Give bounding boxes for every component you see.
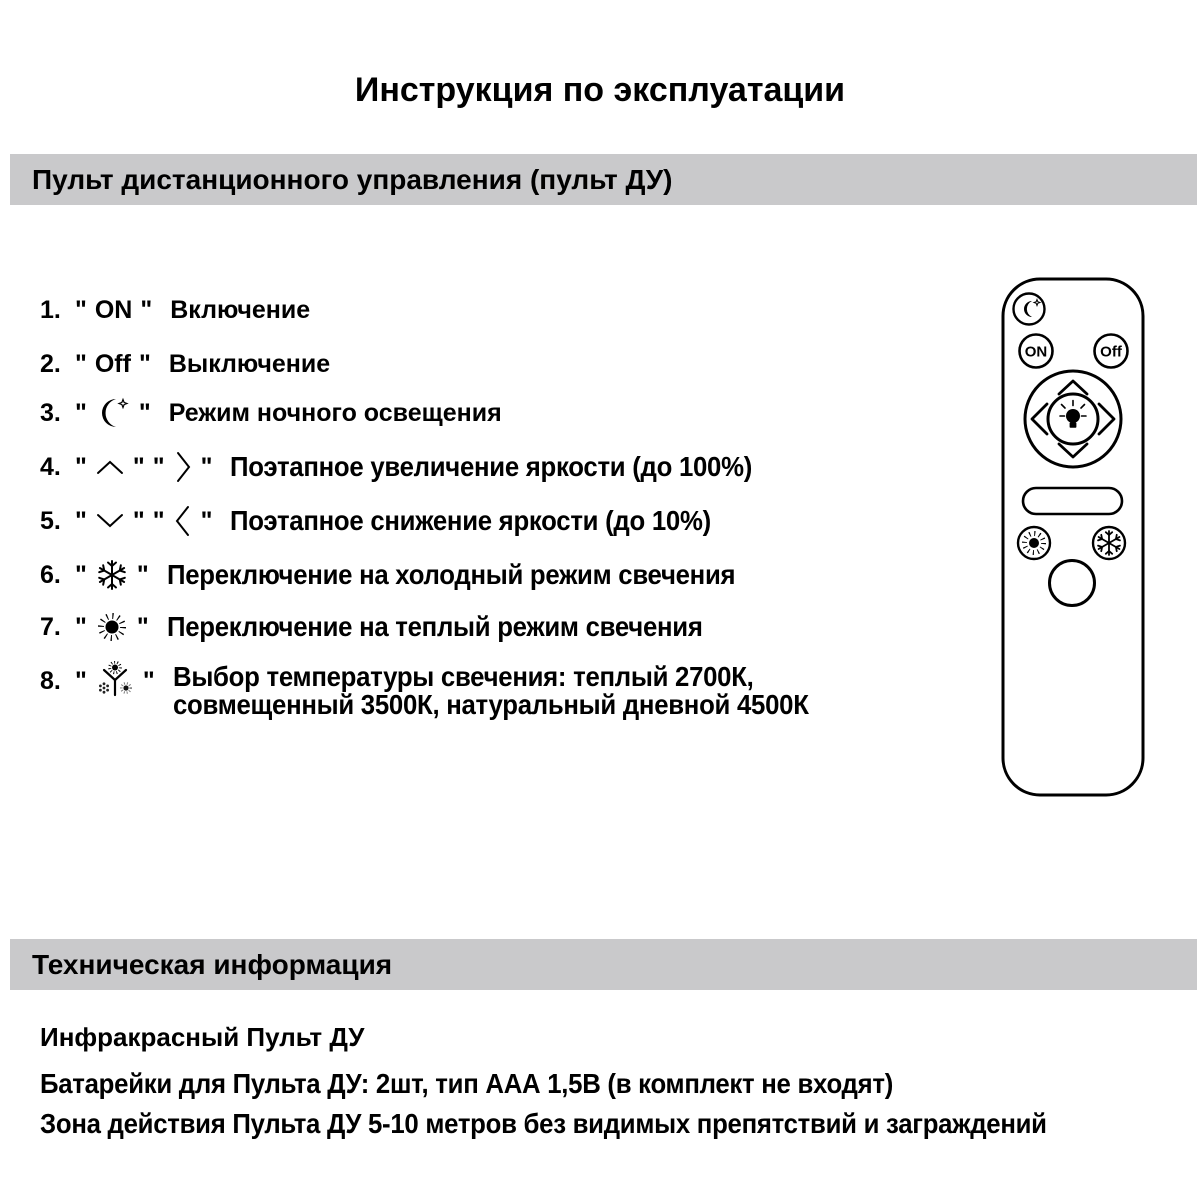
tech-info-line-1: Инфракрасный Пульт ДУ <box>40 1022 365 1052</box>
item-number: 4. <box>40 452 61 481</box>
list-item-5 <box>40 503 753 539</box>
item-text: Переключение на холодный режим свечения <box>166 559 736 590</box>
section-header-tech <box>10 939 1197 990</box>
quote-mark: " <box>75 295 87 324</box>
chevron-up-icon <box>95 456 125 478</box>
quote-mark: " <box>200 452 213 481</box>
section-header-tech-label: Техническая информация <box>32 948 393 980</box>
chevron-down-icon <box>95 510 125 532</box>
tech-info-line-3: Зона действия Пульта ДУ 5-10 метров без видимых препятствий и заграждений <box>40 1108 1047 1139</box>
item-text: Выключение <box>168 349 331 378</box>
on-label: ON <box>94 295 133 324</box>
quote-mark: " <box>142 667 155 695</box>
quote-mark: " <box>132 506 145 535</box>
list-item-6 <box>40 557 784 593</box>
list-item-1 <box>40 292 310 328</box>
section-header-remote-label: Пульт дистанционного управления (пульт ДУ) <box>32 163 673 195</box>
tech-info-line-2: Батарейки для Пульта ДУ: 2шт, тип ААА 1,5В (в комплект не входят) <box>40 1068 894 1099</box>
item-number: 5. <box>40 506 61 535</box>
quote-mark: " <box>152 452 165 481</box>
quote-mark: " <box>75 560 87 589</box>
quote-mark: " <box>75 349 87 378</box>
page-title: Инструкция по эксплуатации <box>354 71 846 109</box>
quote-mark: " <box>136 612 149 641</box>
item-number: 6. <box>40 560 61 589</box>
quote-mark: " <box>75 452 87 481</box>
quote-mark: " <box>140 295 153 324</box>
quote-mark: " <box>200 506 213 535</box>
chevron-right-icon <box>173 450 193 484</box>
color-temperature-icon <box>95 661 135 701</box>
svg-text:Off: Off <box>1100 343 1122 361</box>
section-header-remote <box>10 154 1197 205</box>
off-label: Off <box>94 349 131 378</box>
quote-mark: " <box>138 349 151 378</box>
list-item-8 <box>40 663 864 719</box>
list-item-3 <box>40 395 502 431</box>
list-item-4 <box>40 449 798 485</box>
quote-mark: " <box>138 398 151 427</box>
remote-control-drawing <box>1001 277 1145 797</box>
item-number: 8. <box>40 667 61 695</box>
item-text-block <box>173 663 809 719</box>
quote-mark: " <box>152 506 165 535</box>
item-text-line2: совмещенный 3500К, натуральный дневной 4500К <box>172 689 809 720</box>
item-number: 1. <box>40 295 61 324</box>
quote-mark: " <box>75 506 87 535</box>
moon-icon <box>95 395 131 431</box>
list-item-2 <box>40 346 330 382</box>
quote-mark: " <box>136 560 149 589</box>
list-item-7 <box>40 609 749 645</box>
item-text: Режим ночного освещения <box>168 398 502 427</box>
item-text-line1: Выбор температуры свечения: теплый 2700К, <box>172 661 754 692</box>
quote-mark: " <box>75 667 87 695</box>
item-text: Поэтапное увеличение яркости (до 100%) <box>230 451 753 482</box>
quote-mark: " <box>75 398 87 427</box>
item-text: Включение <box>170 295 311 324</box>
quote-mark: " <box>132 452 145 481</box>
item-text: Поэтапное снижение яркости (до 10%) <box>230 505 712 536</box>
svg-text:ON: ON <box>1024 343 1048 361</box>
item-text: Переключение на теплый режим свечения <box>166 611 703 642</box>
quote-mark: " <box>75 612 87 641</box>
snowflake-icon <box>95 558 129 592</box>
chevron-left-icon <box>173 504 193 538</box>
item-number: 7. <box>40 612 61 641</box>
sun-icon <box>95 610 129 644</box>
item-number: 2. <box>40 349 61 378</box>
item-number: 3. <box>40 398 61 427</box>
